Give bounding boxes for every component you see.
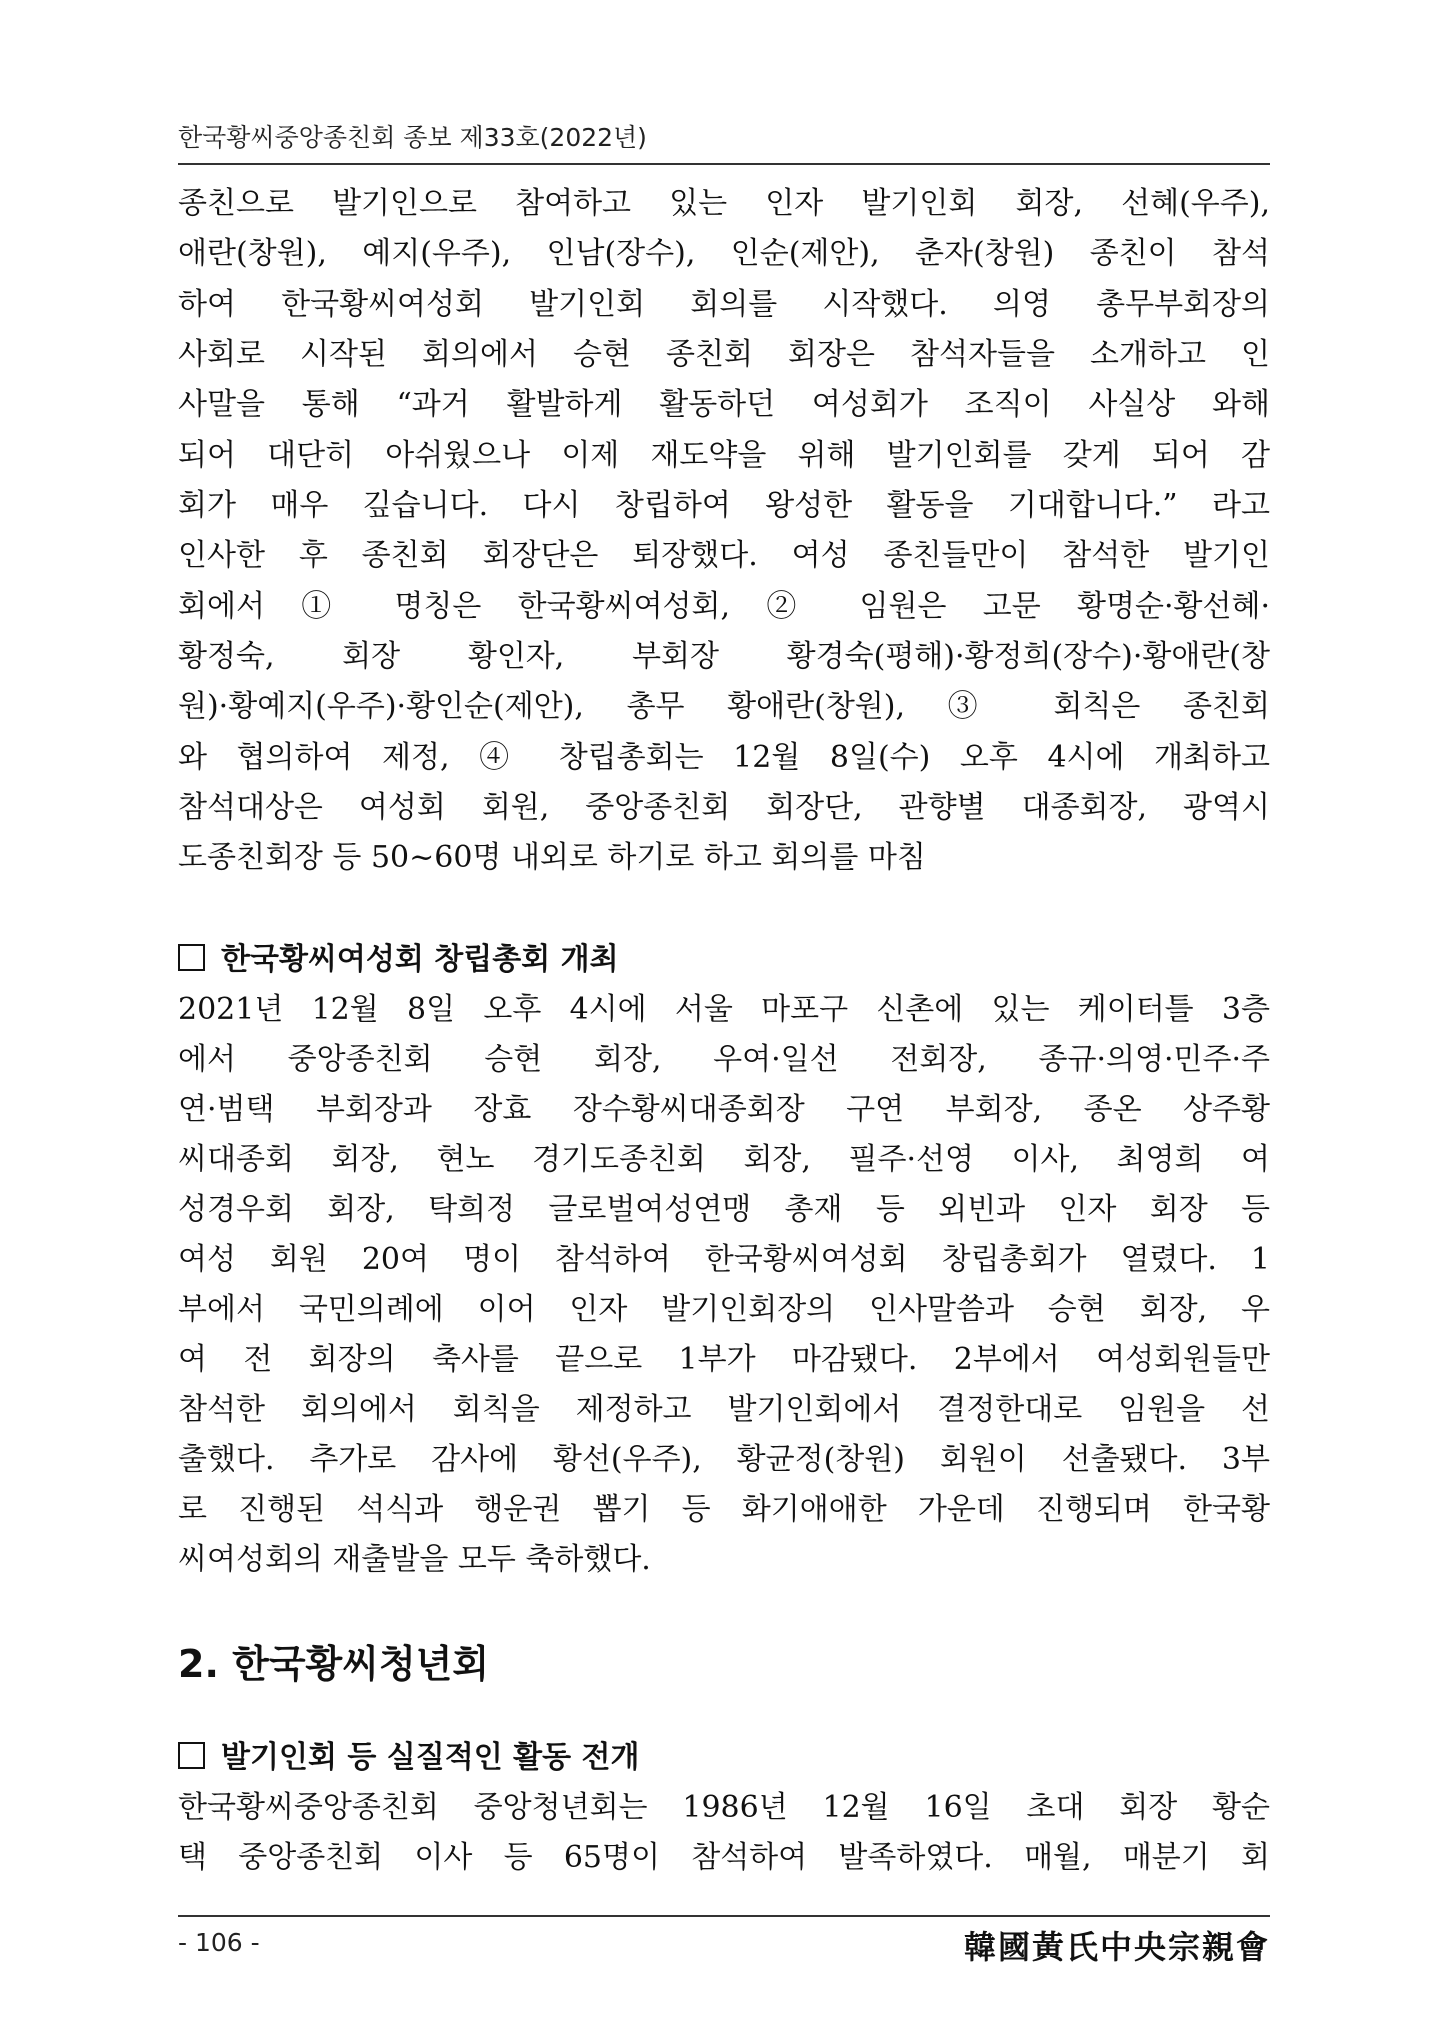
body-line: 사회로 시작된 회의에서 승현 종친회 회장은 참석자들을 소개하고 인 bbox=[178, 337, 1270, 372]
subsection-heading-youth-activities bbox=[178, 1733, 1270, 1783]
page-number: - 106 - bbox=[178, 1928, 260, 1957]
subsection-heading-text: 한국황씨여성회 창립총회 개최 bbox=[221, 942, 619, 977]
body-line: 인사한 후 종친회 회장단은 퇴장했다. 여성 종친들만이 참석한 발기인 bbox=[178, 538, 1270, 573]
body-line: 종친으로 발기인으로 참여하고 있는 인자 발기인회 회장, 선혜(우주), bbox=[178, 186, 1270, 221]
body-line: 씨여성회의 재출발을 모두 축하했다. bbox=[178, 1542, 651, 1577]
body-line: 애란(창원), 예지(우주), 인남(장수), 인순(제안), 춘자(창원) 종친이 참석 bbox=[178, 236, 1270, 271]
subsection-heading-women-founding bbox=[178, 935, 1270, 985]
body-line: 택 중앙종친회 이사 등 65명이 참석하여 발족하였다. 매월, 매분기 회 bbox=[178, 1840, 1270, 1875]
body-line: 원)·황예지(우주)·황인순(제안), 총무 황애란(창원), ③ 회칙은 종친회 bbox=[178, 689, 1270, 724]
footer-divider bbox=[178, 1915, 1270, 1917]
body-line: 참석한 회의에서 회칙을 제정하고 발기인회에서 결정한대로 임원을 선 bbox=[178, 1392, 1270, 1427]
header-divider bbox=[178, 163, 1270, 165]
body-line: 출했다. 추가로 감사에 황선(우주), 황균정(창원) 회원이 선출됐다. 3부 bbox=[178, 1442, 1270, 1477]
body-line: 여 전 회장의 축사를 끝으로 1부가 마감됐다. 2부에서 여성회원들만 bbox=[178, 1342, 1270, 1377]
body-line: 2021년 12월 8일 오후 4시에 서울 마포구 신촌에 있는 케이터틀 3층 bbox=[178, 992, 1270, 1027]
body-line: 되어 대단히 아쉬웠으나 이제 재도약을 위해 발기인회를 갖게 되어 감 bbox=[178, 438, 1270, 473]
body-line: 황정숙, 회장 황인자, 부회장 황경숙(평해)·황정희(장수)·황애란(창 bbox=[178, 639, 1270, 674]
body-line: 씨대종회 회장, 현노 경기도종친회 회장, 필주·선영 이사, 최영희 여 bbox=[178, 1142, 1270, 1177]
section-title-youth: 2. 한국황씨청년회 bbox=[178, 1642, 490, 1686]
checkbox-square-icon bbox=[178, 944, 205, 971]
running-header: 한국황씨중앙종친회 종보 제33호(2022년) bbox=[178, 123, 647, 152]
body-line: 도종친회장 등 50~60명 내외로 하기로 하고 회의를 마침 bbox=[178, 840, 926, 875]
body-line: 부에서 국민의례에 이어 인자 발기인회장의 인사말씀과 승현 회장, 우 bbox=[178, 1292, 1270, 1327]
body-line: 성경우회 회장, 탁희정 글로벌여성연맹 총재 등 외빈과 인자 회장 등 bbox=[178, 1192, 1270, 1227]
body-line: 연·범택 부회장과 장효 장수황씨대종회장 구연 부회장, 종온 상주황 bbox=[178, 1092, 1270, 1127]
subsection-heading-text: 발기인회 등 실질적인 활동 전개 bbox=[221, 1740, 640, 1775]
body-line: 에서 중앙종친회 승현 회장, 우여·일선 전회장, 종규·의영·민주·주 bbox=[178, 1042, 1270, 1077]
body-line: 여성 회원 20여 명이 참석하여 한국황씨여성회 창립총회가 열렸다. 1 bbox=[178, 1242, 1270, 1277]
checkbox-square-icon bbox=[178, 1742, 205, 1769]
body-line: 사말을 통해 “과거 활발하게 활동하던 여성회가 조직이 사실상 와해 bbox=[178, 387, 1270, 422]
body-line: 한국황씨중앙종친회 중앙청년회는 1986년 12월 16일 초대 회장 황순 bbox=[178, 1790, 1270, 1825]
body-line: 참석대상은 여성회 회원, 중앙종친회 회장단, 관향별 대종회장, 광역시 bbox=[178, 790, 1270, 825]
body-line: 하여 한국황씨여성회 발기인회 회의를 시작했다. 의영 총무부회장의 bbox=[178, 287, 1270, 322]
organization-seal-text: 韓國黃氏中央宗親會 bbox=[963, 1928, 1270, 1966]
body-line: 와 협의하여 제정, ④ 창립총회는 12월 8일(수) 오후 4시에 개최하고 bbox=[178, 740, 1270, 775]
body-line: 회에서 ① 명칭은 한국황씨여성회, ② 임원은 고문 황명순·황선혜· bbox=[178, 589, 1270, 624]
body-line: 회가 매우 깊습니다. 다시 창립하여 왕성한 활동을 기대합니다.” 라고 bbox=[178, 488, 1270, 523]
body-line: 로 진행된 석식과 행운권 뽑기 등 화기애애한 가운데 진행되며 한국황 bbox=[178, 1492, 1270, 1527]
